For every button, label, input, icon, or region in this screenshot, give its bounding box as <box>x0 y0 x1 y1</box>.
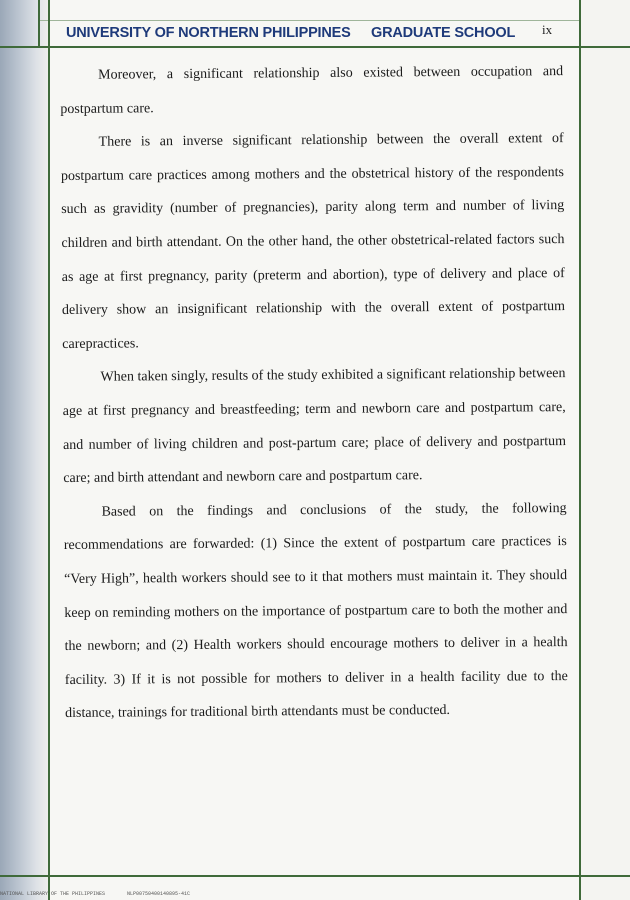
top-thin-rule <box>40 20 580 21</box>
page-number: ix <box>542 22 553 37</box>
paragraph-obstetrical-history: There is an inverse significant relationship between the overall extent of postpartum care practices among mothers and the obstetrical history of the respondents such as gravidity (number of pregnancies), parity along term and number of living children and birth attendant. On the other hand, the other obstetrical-related factors such as age at first pregnancy, parity (preterm and abortion), type of delivery and place of delivery show an insignificant relationship with the overall extent of postpartum carepractices. <box>60 131 566 352</box>
left-outer-border <box>38 0 40 48</box>
scan-edge-shadow <box>0 0 48 900</box>
scan-footer <box>0 891 190 897</box>
paragraph-single-factors: When taken singly, results of the study exhibited a significant relationship between age at first pregnancy and breastfeeding; term and newborn care and postpartum care, and number of living children and post-partum care; place of delivery and postpartum care; and birth attendant and newborn care and postpartum care. <box>62 366 567 487</box>
paragraph-recommendations: Based on the findings and conclusions of the study, the following recommendations are forwarded: (1) Since the extent of postpartum care practices is “Very High”, health workers should see to it that mothers must maintain it. They should keep on reminding mothers on the importance of postpartum care to both the mother and the newborn; and (2) Health workers should encourage mothers to deliver in a health facility. 3) If it is not possible for mothers to deliver in a health facility due to the distance, trainings for traditional birth attendants must be conducted. <box>63 500 568 722</box>
header-border <box>0 46 630 48</box>
footer-border <box>0 875 630 877</box>
university-name: UNIVERSITY OF NORTHERN PHILIPPINES <box>66 25 351 41</box>
library-stamp: NATIONAL LIBRARY OF THE PHILIPPINES <box>0 891 106 897</box>
right-border <box>579 0 581 900</box>
page-header <box>66 24 566 46</box>
body-text <box>60 55 568 731</box>
document-code: NLP00750400140895-41C <box>127 891 191 897</box>
paragraph-occupation: Moreover, a significant relationship also existed between occupation and postpartum care. <box>60 64 564 117</box>
left-border <box>48 0 50 900</box>
school-name: GRADUATE SCHOOL <box>371 25 516 41</box>
